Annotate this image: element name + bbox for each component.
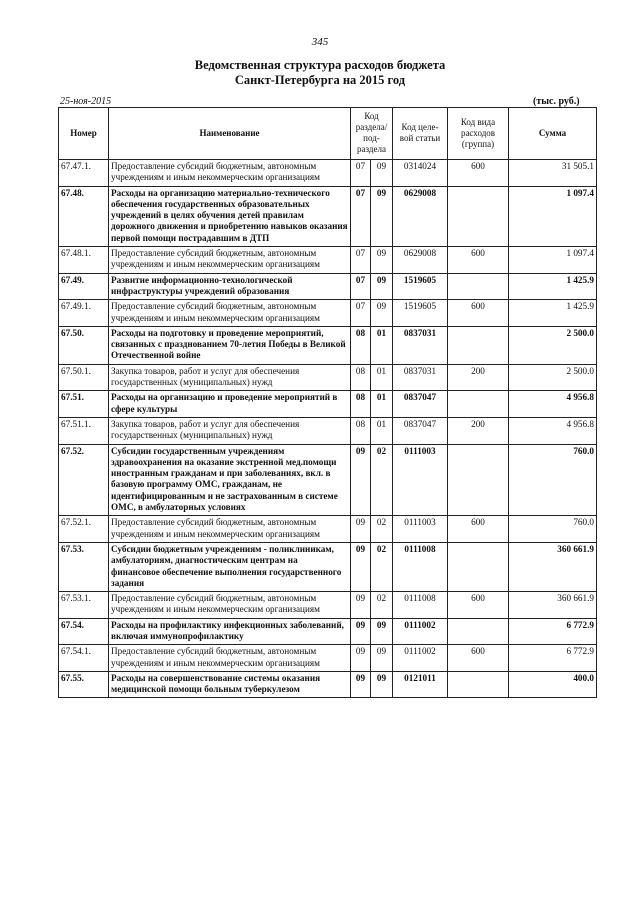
col-header-amount: Сумма <box>509 108 597 160</box>
row-subsection: 09 <box>371 618 393 645</box>
table-row <box>59 645 597 672</box>
table-row <box>59 391 597 418</box>
table-row <box>59 247 597 274</box>
row-section: 07 <box>351 300 371 327</box>
row-article: 0111003 <box>393 444 448 516</box>
row-section: 08 <box>351 364 371 391</box>
row-section: 09 <box>351 516 371 543</box>
col-header-expense-type: Код вида расходов (группа) <box>448 108 509 160</box>
table-row <box>59 417 597 444</box>
row-section: 08 <box>351 326 371 364</box>
row-article: 0837047 <box>393 391 448 418</box>
row-expense-type: 600 <box>448 645 509 672</box>
row-name: Расходы на совершенствование системы оказания медицинской помощи больным туберкулезом <box>109 671 351 698</box>
row-section: 09 <box>351 444 371 516</box>
row-name: Расходы на организацию и проведение мероприятий в сфере культуры <box>109 391 351 418</box>
row-amount: 400.0 <box>509 671 597 698</box>
row-amount: 31 505.1 <box>509 160 597 187</box>
row-subsection: 09 <box>371 247 393 274</box>
row-expense-type: 600 <box>448 516 509 543</box>
row-section: 09 <box>351 592 371 619</box>
row-amount: 760.0 <box>509 516 597 543</box>
row-article: 0837031 <box>393 326 448 364</box>
row-number: 67.50.1. <box>59 364 109 391</box>
row-number: 67.54. <box>59 618 109 645</box>
row-subsection: 09 <box>371 645 393 672</box>
row-article: 0629008 <box>393 247 448 274</box>
row-subsection: 02 <box>371 592 393 619</box>
report-date: 25-ноя-2015 <box>60 96 112 107</box>
row-name: Расходы на профилактику инфекционных заболеваний, включая иммунопрофилактику <box>109 618 351 645</box>
row-expense-type: 600 <box>448 160 509 187</box>
row-name: Предоставление субсидий бюджетным, автономным учреждениям и иным некоммерческим организациям <box>109 516 351 543</box>
row-subsection: 02 <box>371 542 393 591</box>
table-row <box>59 160 597 187</box>
row-name: Закупка товаров, работ и услуг для обеспечения государственных (муниципальных) нужд <box>109 364 351 391</box>
row-section: 07 <box>351 273 371 300</box>
row-subsection: 02 <box>371 516 393 543</box>
row-article: 0629008 <box>393 186 448 246</box>
col-header-number: Номер <box>59 108 109 160</box>
table-row <box>59 516 597 543</box>
table-row <box>59 671 597 698</box>
row-amount: 1 097.4 <box>509 186 597 246</box>
row-subsection: 09 <box>371 273 393 300</box>
row-expense-type: 600 <box>448 300 509 327</box>
row-section: 09 <box>351 618 371 645</box>
row-expense-type: 600 <box>448 247 509 274</box>
row-article: 0111003 <box>393 516 448 543</box>
row-article: 0837031 <box>393 364 448 391</box>
row-number: 67.48.1. <box>59 247 109 274</box>
row-expense-type <box>448 444 509 516</box>
row-name: Закупка товаров, работ и услуг для обеспечения государственных (муниципальных) нужд <box>109 417 351 444</box>
row-expense-type <box>448 186 509 246</box>
budget-table <box>58 107 597 698</box>
units-label: (тыс. руб.) <box>533 96 580 107</box>
row-name: Предоставление субсидий бюджетным, автономным учреждениям и иным некоммерческим организациям <box>109 160 351 187</box>
row-expense-type <box>448 391 509 418</box>
table-header-row <box>59 108 597 160</box>
table-row <box>59 542 597 591</box>
table-row <box>59 364 597 391</box>
row-subsection: 01 <box>371 391 393 418</box>
row-amount: 2 500.0 <box>509 364 597 391</box>
row-article: 1519605 <box>393 273 448 300</box>
row-number: 67.53.1. <box>59 592 109 619</box>
row-expense-type <box>448 542 509 591</box>
row-article: 0111008 <box>393 542 448 591</box>
row-section: 08 <box>351 417 371 444</box>
row-article: 0111002 <box>393 618 448 645</box>
row-amount: 6 772.9 <box>509 618 597 645</box>
row-section: 09 <box>351 645 371 672</box>
row-amount: 4 956.8 <box>509 417 597 444</box>
row-number: 67.48. <box>59 186 109 246</box>
table-row <box>59 273 597 300</box>
row-name: Предоставление субсидий бюджетным, автономным учреждениям и иным некоммерческим организациям <box>109 592 351 619</box>
row-number: 67.51.1. <box>59 417 109 444</box>
row-subsection: 01 <box>371 326 393 364</box>
row-expense-type: 200 <box>448 364 509 391</box>
col-header-name: Наименование <box>109 108 351 160</box>
row-name: Субсидии бюджетным учреждениям - поликлиникам, амбулаториям, диагностическим центрам на финансовое обеспечение выполнения государственного задания <box>109 542 351 591</box>
row-number: 67.53. <box>59 542 109 591</box>
row-section: 09 <box>351 671 371 698</box>
row-expense-type <box>448 326 509 364</box>
row-number: 67.55. <box>59 671 109 698</box>
row-subsection: 01 <box>371 417 393 444</box>
row-section: 07 <box>351 247 371 274</box>
row-amount: 1 425.9 <box>509 273 597 300</box>
table-row <box>59 186 597 246</box>
table-row <box>59 592 597 619</box>
row-subsection: 02 <box>371 444 393 516</box>
row-expense-type <box>448 671 509 698</box>
row-article: 0121011 <box>393 671 448 698</box>
row-article: 0837047 <box>393 417 448 444</box>
row-amount: 2 500.0 <box>509 326 597 364</box>
row-number: 67.52.1. <box>59 516 109 543</box>
row-section: 09 <box>351 542 371 591</box>
row-section: 08 <box>351 391 371 418</box>
row-name: Расходы на организацию материально-технического обеспечения государственных образовательных учреждений в целях обучения детей правилам дорожного движения и приобретению навыков оказания первой помощи пострадавшим в ДТП <box>109 186 351 246</box>
row-amount: 1 425.9 <box>509 300 597 327</box>
row-expense-type: 200 <box>448 417 509 444</box>
row-name: Развитие информационно-технологической инфраструктуры учреждений образования <box>109 273 351 300</box>
table-row <box>59 618 597 645</box>
row-number: 67.50. <box>59 326 109 364</box>
row-subsection: 09 <box>371 160 393 187</box>
row-article: 0111008 <box>393 592 448 619</box>
row-name: Расходы на подготовку и проведение мероприятий, связанных с празднованием 70-летия Победы в Великой Отечественной войне <box>109 326 351 364</box>
row-amount: 760.0 <box>509 444 597 516</box>
table-row <box>59 326 597 364</box>
row-section: 07 <box>351 160 371 187</box>
row-subsection: 09 <box>371 300 393 327</box>
row-name: Предоставление субсидий бюджетным, автономным учреждениям и иным некоммерческим организациям <box>109 300 351 327</box>
row-subsection: 09 <box>371 671 393 698</box>
page-title <box>0 58 640 88</box>
row-number: 67.54.1. <box>59 645 109 672</box>
row-amount: 360 661.9 <box>509 592 597 619</box>
row-name: Предоставление субсидий бюджетным, автономным учреждениям и иным некоммерческим организациям <box>109 645 351 672</box>
row-name: Предоставление субсидий бюджетным, автономным учреждениям и иным некоммерческим организациям <box>109 247 351 274</box>
row-number: 67.47.1. <box>59 160 109 187</box>
col-header-article: Код целе-вой статьи <box>393 108 448 160</box>
row-article: 0111002 <box>393 645 448 672</box>
row-number: 67.49.1. <box>59 300 109 327</box>
row-number: 67.49. <box>59 273 109 300</box>
row-number: 67.51. <box>59 391 109 418</box>
row-section: 07 <box>351 186 371 246</box>
row-expense-type <box>448 273 509 300</box>
row-expense-type: 600 <box>448 592 509 619</box>
row-name: Субсидии государственным учреждениям здравоохранения на оказание экстренной мед.помощи иностранным гражданам и при заболеваниях, вкл. в базовую программу ОМС, гражданам, не идентифицированным и не застрахованным в системе ОМС, в амбулаторных условиях <box>109 444 351 516</box>
row-expense-type <box>448 618 509 645</box>
table-row <box>59 300 597 327</box>
row-amount: 360 661.9 <box>509 542 597 591</box>
row-subsection: 01 <box>371 364 393 391</box>
row-amount: 1 097.4 <box>509 247 597 274</box>
col-header-section: Код раздела/ под-раздела <box>351 108 393 160</box>
title-line-2: Санкт-Петербурга на 2015 год <box>234 73 406 87</box>
title-line-1: Ведомственная структура расходов бюджета <box>194 58 446 72</box>
row-article: 1519605 <box>393 300 448 327</box>
table-row <box>59 444 597 516</box>
row-amount: 4 956.8 <box>509 391 597 418</box>
row-number: 67.52. <box>59 444 109 516</box>
row-amount: 6 772.9 <box>509 645 597 672</box>
row-subsection: 09 <box>371 186 393 246</box>
row-article: 0314024 <box>393 160 448 187</box>
page-number: 345 <box>311 36 329 48</box>
